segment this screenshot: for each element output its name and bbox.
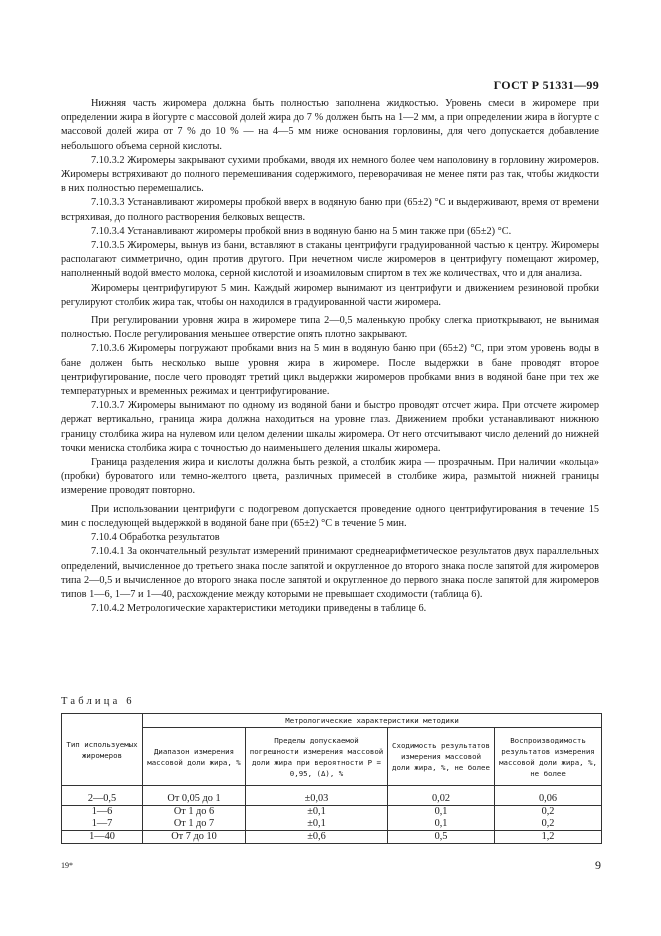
header-reproducibility: Воспроизводимость результатов измерения массовой доли жира, %, не более: [495, 728, 602, 786]
cell-error: ±0,6: [246, 831, 388, 844]
cell-error: ±0,03: [246, 786, 388, 806]
cell-type: 1—7: [62, 818, 143, 831]
paragraph: 7.10.3.2 Жиромеры закрывают сухими пробками, вводя их немного более чем наполовину в горловину жиромеров. Жиромеры встряхивают до полного перемешивания содержимого, переворачивая не менее пяти раз так, чтобы жидкости в них полностью перемешались.: [61, 154, 599, 195]
paragraph: 7.10.3.5 Жиромеры, вынув из бани, вставляют в стаканы центрифуги градуированной частью к центру. Жиромеры располагают симметрично, один против другого. При нечетном числе жиромеров в центрифугу помещают жиромер, наполненный водой вместо молока, серной кислотой и изоамиловым спиртом в тех же количествах, что и для анализа.: [61, 240, 599, 280]
header-type: Тип используемых жиромеров: [62, 714, 143, 786]
table-caption: Таблица 6: [61, 696, 135, 707]
metrology-table: [61, 713, 602, 844]
cell-repeatability: 0,02: [388, 786, 495, 806]
signature-mark: 19*: [61, 861, 73, 870]
cell-reproducibility: 1,2: [495, 831, 602, 844]
cell-error: ±0,1: [246, 806, 388, 819]
paragraph: 7.10.3.6 Жиромеры погружают пробками вниз на 5 мин в водяную баню при (65±2) °C, при этом уровень воды в бане должен быть несколько выше уровня жира в жиромере. После выдержки в бане проводят второе центрифугирование, после чего проводят третий цикл выдержки жиромеров пробками вниз в водяной бане при тех же температурных и временных режимах и центрифугирование.: [61, 343, 599, 398]
cell-reproducibility: 0,2: [495, 818, 602, 831]
cell-type: 1—6: [62, 806, 143, 819]
paragraph: При регулировании уровня жира в жиромере типа 2—0,5 маленькую пробку слегка приоткрывают, не вынимая полностью. После регулирования меньшее отверстие опять плотно закрывают.: [61, 315, 599, 341]
cell-repeatability: 0,5: [388, 831, 495, 844]
cell-type: 2—0,5: [62, 786, 143, 806]
paragraph: 7.10.4.1 За окончательный результат измерений принимают среднеарифметическое результатов двух параллельных определений, вычисленное до третьего знака после запятой и округленное до второго знака после запятой для жиромеров типа 2—0,5 и вычисленное до второго знака после запятой и округленное до первого знака после запятой для жиромеров типов 1—6, 1—7 и 1—40, расхождение между которыми не превышает сходимости (таблица 6).: [61, 546, 599, 600]
header-range: Диапазон измерения массовой доли жира, %: [143, 728, 246, 786]
cell-range: От 0,05 до 1: [143, 786, 246, 806]
paragraph: 7.10.3.4 Устанавливают жиромеры пробкой вниз в водяную баню на 5 мин также при (65±2) °C.: [91, 225, 512, 237]
cell-range: От 7 до 10: [143, 831, 246, 844]
paragraph: Нижняя часть жиромера должна быть полностью заполнена жидкостью. Уровень смеси в жиромере при определении жира в йогурте с массовой долей жира до 7 % должен быть на 1—2 мм, а при определении жира в йогурте с массовой долей жира от 7 % до 10 % — на 4—5 мм ниже основания горловины, для чего допускается добавление небольшого объема серной кислоты.: [61, 98, 599, 152]
paragraph: 7.10.3.7 Жиромеры вынимают по одному из водяной бани и быстро проводят отсчет жира. При отсчете жиромер держат вертикально, граница жира должна находиться на уровне глаз. Движением пробки устанавливают нижнюю границу столбика жира на нулевом или целом делении шкалы жиромера. От него отсчитывают число делений до нижней точки мениска столбика жира с точностью до наименьшего деления шкалы жиромера.: [61, 400, 599, 454]
paragraph: Граница разделения жира и кислоты должна быть резкой, а столбик жира — прозрачным. При наличии «кольца» (пробки) буроватого или темно-желтого цвета, различных примесей в столбике жира, размытой нижней границы измерение проводят повторно.: [61, 457, 599, 497]
table-row: [62, 818, 602, 831]
cell-range: От 1 до 6: [143, 806, 246, 819]
cell-repeatability: 0,1: [388, 818, 495, 831]
paragraph: 7.10.4.2 Метрологические характеристики методики приведены в таблице 6.: [91, 603, 427, 615]
paragraph: 7.10.3.3 Устанавливают жиромеры пробкой вверх в водяную баню при (65±2) °C и выдерживают, время от времени встряхивая, до полного растворения белковых веществ.: [61, 197, 599, 223]
table-row: [62, 806, 602, 819]
cell-reproducibility: 0,06: [495, 786, 602, 806]
header-error: Пределы допускаемой погрешности измерения массовой доли жира при вероятности P = 0,95, (Δ), %: [246, 728, 388, 786]
cell-range: От 1 до 7: [143, 818, 246, 831]
standard-header: ГОСТ Р 51331—99: [493, 78, 599, 92]
cell-reproducibility: 0,2: [495, 806, 602, 819]
table-row: [62, 786, 602, 806]
cell-repeatability: 0,1: [388, 806, 495, 819]
header-group: Метрологические характеристики методики: [143, 714, 602, 728]
paragraph: Жиромеры центрифугируют 5 мин. Каждый жиромер вынимают из центрифуги и движением резиновой пробки регулируют столбик жира так, чтобы он находился в градуированной части жиромера.: [61, 282, 599, 308]
table-row: [62, 831, 602, 844]
body-text: [61, 97, 599, 616]
cell-type: 1—40: [62, 831, 143, 844]
header-repeatability: Сходимость результатов измерения массовой доли жира, %, не более: [388, 728, 495, 786]
page-number: 9: [595, 858, 601, 872]
section-heading: 7.10.4 Обработка результатов: [91, 532, 220, 544]
cell-error: ±0,1: [246, 818, 388, 831]
paragraph: При использовании центрифуги с подогревом допускается проведение одного центрифугирования в течение 15 мин с последующей выдержкой в водяной бане при (65±2) °C в течение 5 мин.: [61, 503, 599, 529]
